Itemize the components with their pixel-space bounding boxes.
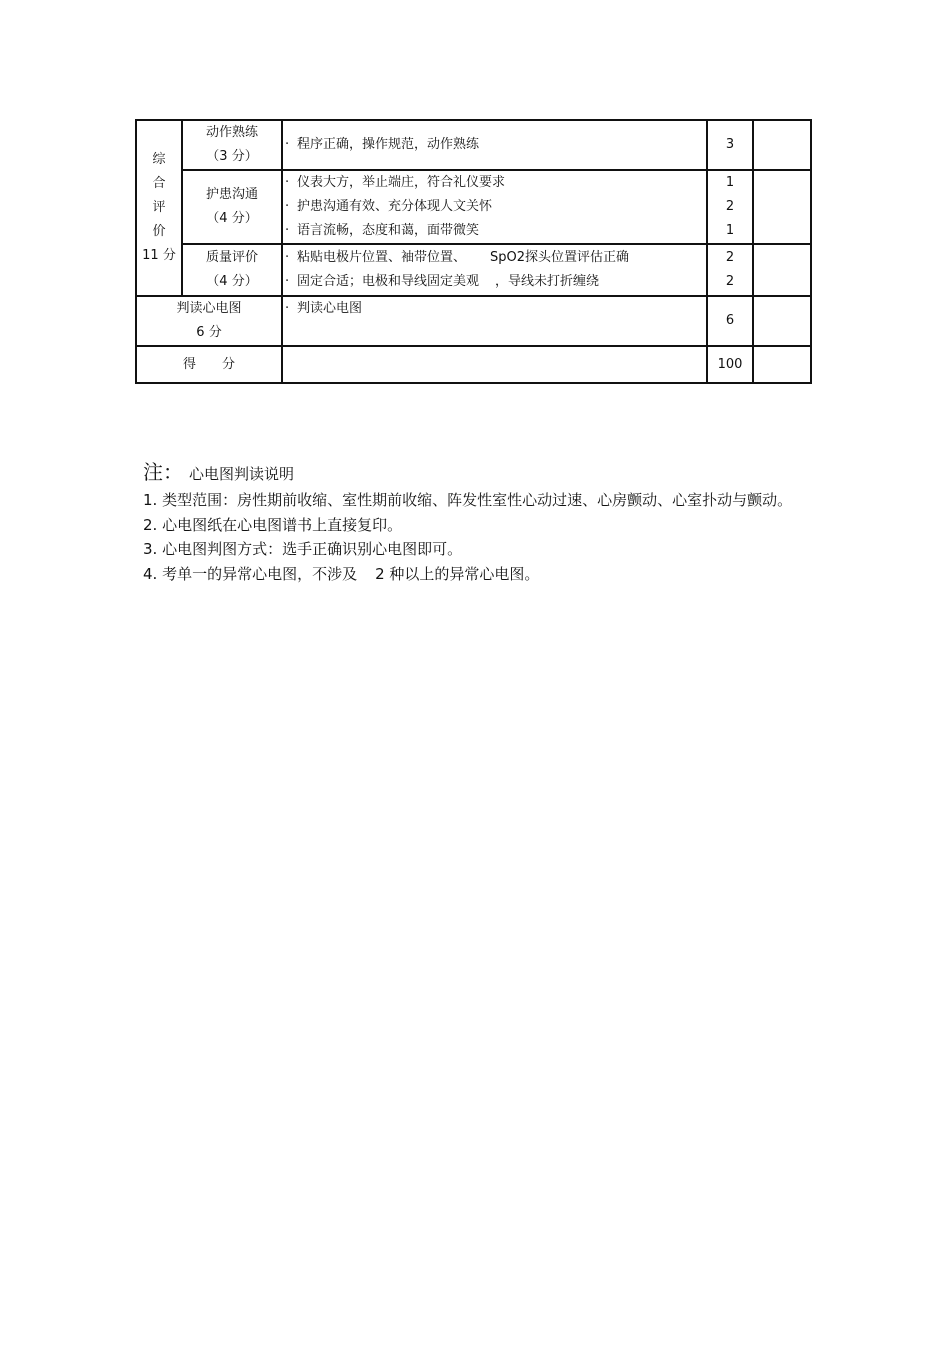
criteria-cell <box>282 170 707 244</box>
blank-cell <box>753 170 811 244</box>
score-cell <box>707 346 753 383</box>
criteria-item: · 仪表大方，举止端庄，符合礼仪要求 <box>285 175 506 190</box>
score-value: 6 <box>725 313 735 328</box>
notes-title: 心电图判读说明 <box>189 465 295 483</box>
subcategory-cell <box>182 170 282 244</box>
table-row <box>136 244 811 296</box>
score-value: 2 <box>725 199 735 214</box>
score-cell <box>707 296 753 346</box>
table-row <box>136 296 811 346</box>
criteria-item: · 固定合适；电极和导线固定美观 ，导线未打折缠绕 <box>285 274 600 289</box>
note-line: 3. 心电图判图方式：选手正确识别心电图即可。 <box>143 540 463 558</box>
blank-cell <box>753 120 811 170</box>
table-row <box>136 346 811 383</box>
subcategory-points: （3 分） <box>206 149 258 164</box>
total-label: 分 <box>222 356 236 372</box>
score-value: 1 <box>725 223 735 238</box>
score-value: 3 <box>725 137 735 152</box>
score-cell <box>707 120 753 170</box>
note-line: 2. 心电图纸在心电图谱书上直接复印。 <box>143 515 403 534</box>
table-row <box>136 170 811 244</box>
criteria-item: · 语言流畅，态度和蔼，面带微笑 <box>285 223 480 238</box>
criteria-cell <box>282 120 707 170</box>
category-char: 合 <box>152 176 166 191</box>
criteria-cell <box>282 244 707 296</box>
subcategory-points: （4 分） <box>206 274 258 289</box>
score-value: 2 <box>725 250 735 265</box>
blank-cell <box>753 346 811 383</box>
category-char: 综 <box>152 152 166 167</box>
notes-heading <box>143 458 803 488</box>
score-value: 2 <box>725 274 735 289</box>
table-row <box>136 120 811 170</box>
subcategory-name: 动作熟练 <box>205 125 258 140</box>
blank-cell <box>753 244 811 296</box>
category-char: 评 <box>152 200 166 215</box>
blank-cell <box>282 346 707 383</box>
criteria-item: · 判读心电图 <box>285 301 363 316</box>
criteria-cell <box>282 296 707 346</box>
criteria-item: · 粘贴电极片位置、袖带位置、 SpO2探头位置评估正确 <box>285 250 630 265</box>
total-label-cell <box>136 346 282 383</box>
total-score: 100 <box>717 356 743 372</box>
ecg-label-cell <box>136 296 282 346</box>
total-label: 得 <box>182 356 196 372</box>
ecg-points: 6 分 <box>196 325 222 340</box>
notes-section <box>143 458 803 586</box>
ecg-name: 判读心电图 <box>176 301 242 316</box>
category-char: 价 <box>152 224 166 239</box>
subcategory-points: （4 分） <box>206 211 258 226</box>
note-line: 1. 类型范围：房性期前收缩、室性期前收缩、阵发性室性心动过速、心房颤动、心室扑动与颤动。 <box>143 491 793 509</box>
notes-prefix: 注： <box>143 460 183 484</box>
subcategory-cell <box>182 244 282 296</box>
score-cell <box>707 244 753 296</box>
category-cell <box>136 120 182 296</box>
criteria-item: · 护患沟通有效、充分体现人文关怀 <box>285 199 493 214</box>
criteria-item: · 程序正确，操作规范，动作熟练 <box>285 137 480 152</box>
note-line: 4. 考单一的异常心电图，不涉及 2 种以上的异常心电图。 <box>143 564 540 583</box>
subcategory-name: 质量评价 <box>205 250 258 265</box>
category-points: 11 分 <box>142 248 176 263</box>
subcategory-name: 护患沟通 <box>205 187 258 202</box>
scoring-table <box>135 119 812 384</box>
score-value: 1 <box>725 175 735 190</box>
score-cell <box>707 170 753 244</box>
blank-cell <box>753 296 811 346</box>
subcategory-cell <box>182 120 282 170</box>
